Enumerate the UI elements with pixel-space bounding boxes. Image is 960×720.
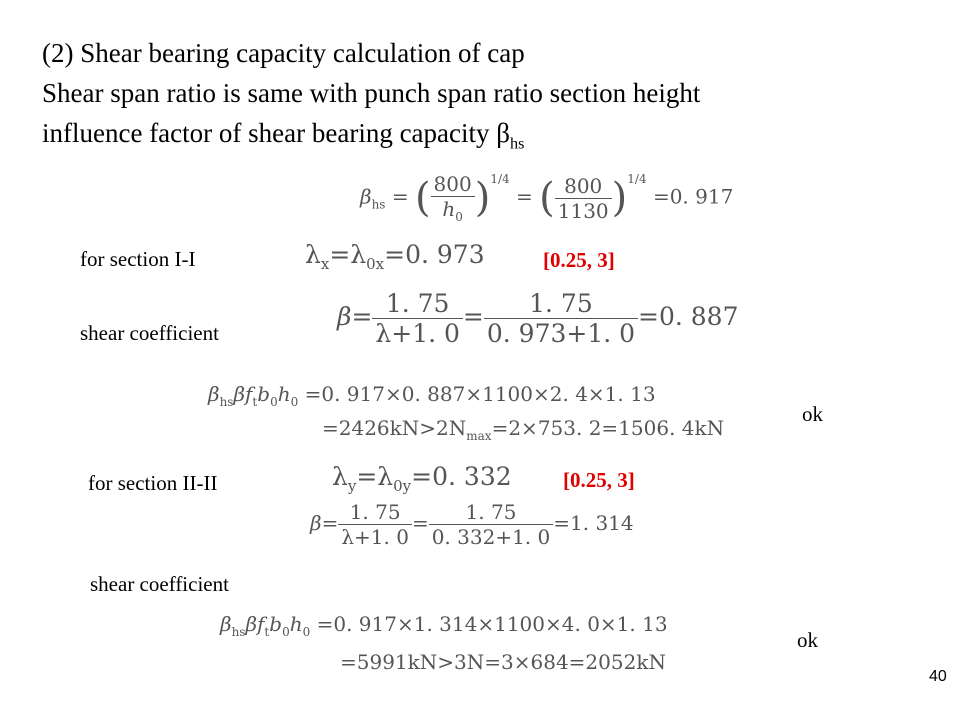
- capacity-line-1b: $=2426kN>2N_{max}=2\times 753$. 2=1506. 4kN: [322, 416, 725, 443]
- beta-equation-2: β= $\frac{1. 75}{\lambda+1. 0}$ = $\frac{1. 75}{0. 332+1. 0}$ =1. 314: [310, 500, 634, 549]
- capacity-calc-2: =0. 917×1. 314×1100×4. 0×1. 13: [316, 612, 668, 636]
- eq-subscript: hs: [371, 197, 386, 212]
- eq-symbol: β: [360, 184, 372, 209]
- lambda-y-equation: $\lambda_y=\lambda_{0y}=0$. 332: [332, 462, 512, 495]
- section2-label: for section II-II: [88, 471, 218, 495]
- lambda-x-equation: $\lambda_x=\lambda_{0x}=0$. 973: [305, 240, 485, 273]
- eq-sign: =: [391, 184, 409, 209]
- beta-symbol: β: [496, 118, 511, 148]
- exponent-2: 1/4: [627, 172, 647, 186]
- fraction-800-h0: $\frac{800}{h_0}$: [431, 172, 475, 224]
- section2-coef-label: shear coefficient: [90, 572, 229, 596]
- title-line-3: [42, 118, 524, 153]
- eq-result: =0. 917: [652, 184, 734, 209]
- capacity-line-2b: =5991kN>3N=3×684=2052kN: [340, 650, 666, 674]
- eq-sign-2: =: [516, 184, 533, 209]
- title-line-2: Shear span ratio is same with punch span ratio section height: [42, 78, 701, 108]
- fraction-800-1130: $\frac{800}{1130}$: [555, 174, 612, 223]
- ok-label-2: ok: [797, 628, 818, 652]
- section1-coef-label: shear coefficient: [80, 321, 219, 345]
- beta-hs-equation: $\beta_{hs}$ = ( $\frac{800}{h_0}$ )$^{1/4}$ = ( $\frac{800}{1130}$ )$^{1/4}$ =0. 917: [360, 172, 734, 224]
- beta-subscript: hs: [510, 134, 525, 153]
- exponent: 1/4: [490, 172, 510, 186]
- range-badge-1: [0.25, 3]: [543, 248, 615, 272]
- ok-label-1: ok: [802, 402, 823, 426]
- title-line-3-text: influence factor of shear bearing capacity: [42, 118, 497, 148]
- capacity-calc-1: =0. 917×0. 887×1100×2. 4×1. 13: [304, 382, 656, 406]
- title-line-1: (2) Shear bearing capacity calculation of cap: [42, 38, 525, 68]
- beta-equation-1: β= $\frac{1. 75}{\lambda+1. 0}$ = $\frac{1. 75}{0. 973+1. 0}$ =0. 887: [337, 289, 739, 348]
- range-badge-2: [0.25, 3]: [563, 468, 635, 492]
- section1-label: for section I-I: [80, 247, 196, 271]
- capacity-line-2a: $\beta_{hs}\beta f_tb_0h_0 =0$. 917×1. 314×1100×4. 0×1. 13: [220, 612, 668, 639]
- capacity-line-1a: $\beta_{hs}\beta f_tb_0h_0 =0$. 917×0. 887×1100×2. 4×1. 13: [208, 382, 656, 409]
- page-number: 40: [929, 668, 947, 685]
